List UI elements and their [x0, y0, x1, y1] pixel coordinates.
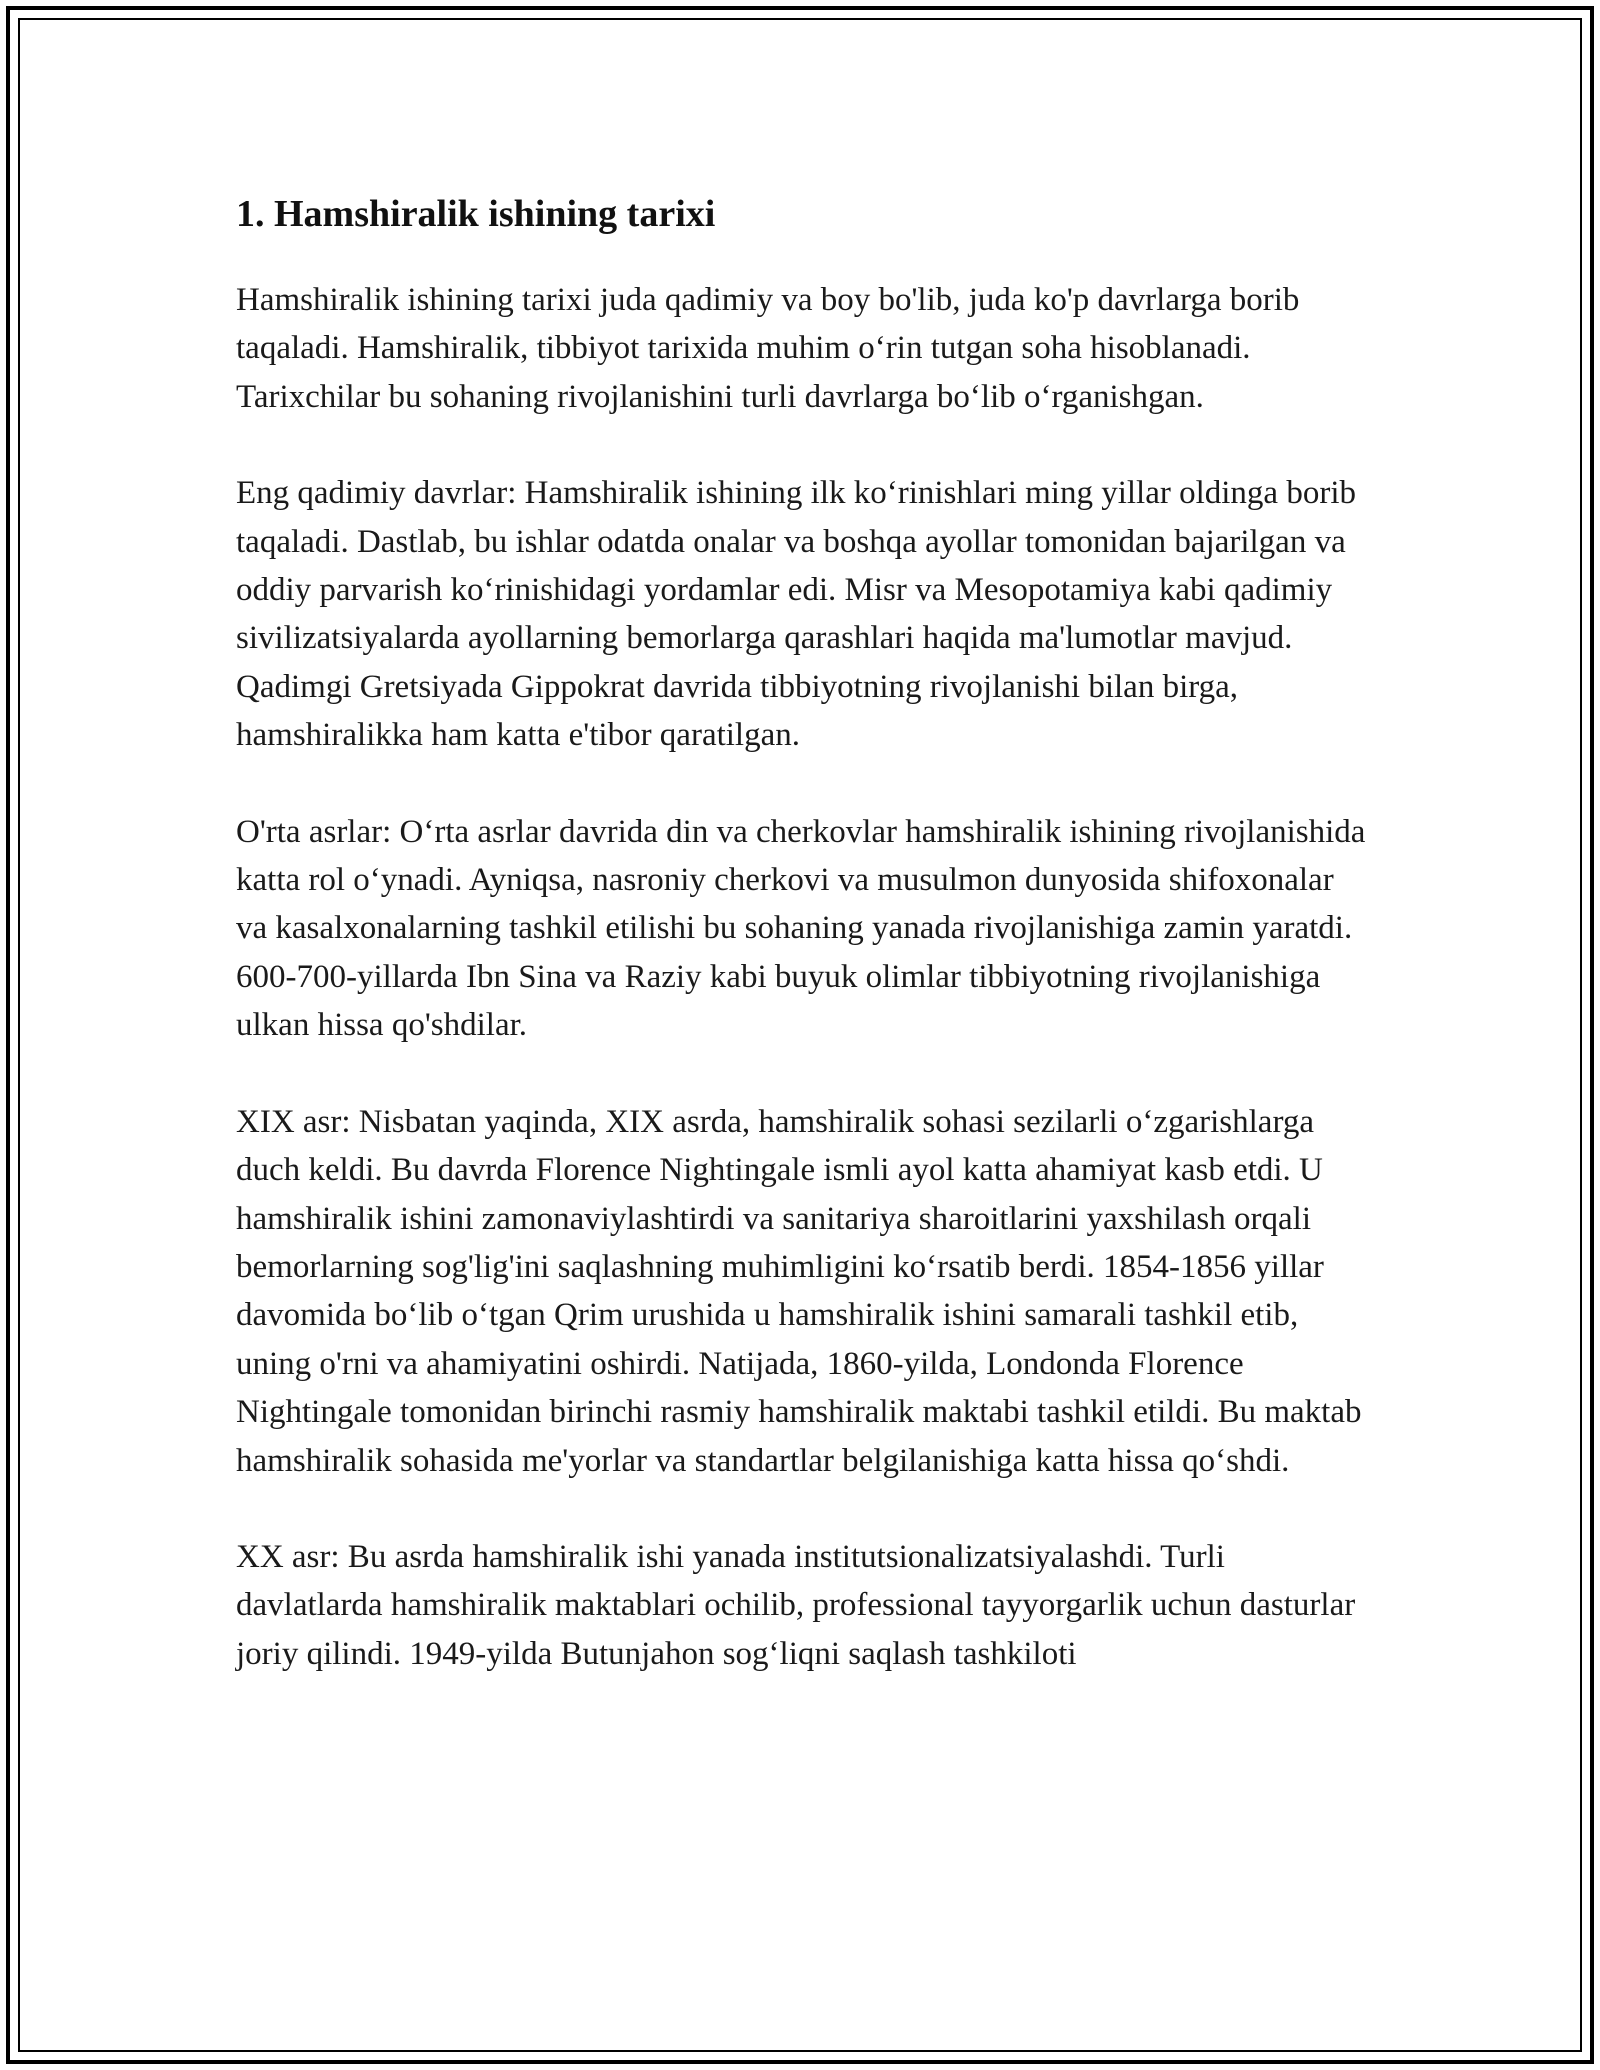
document-body	[236, 182, 1366, 1726]
section-title: 1. Hamshiralik ishining tarixi	[236, 193, 716, 235]
paragraph-intro: Hamshiralik ishining tarixi juda qadimiy va boy bo'lib, juda ko'p davrlarga borib taqaladi. Hamshiralik, tibbiyot tarixida muhim o‘rin tutgan soha hisoblanadi. Tarixchilar bu sohaning rivojlanishini turli davrlarga bo‘lib o‘rganishgan.	[236, 282, 1300, 415]
paragraph-20th-century: XX asr: Bu asrda hamshiralik ishi yanada institutsionalizatsiyalashdi. Turli davlatlarda hamshiralik maktablari ochilib, professional tayyorgarlik uchun dasturlar joriy qilindi. 1949-yilda Butunjahon sog‘liqni saqlash tashkiloti	[236, 1538, 1356, 1672]
paragraph-ancient-times: Eng qadimiy davrlar: Hamshiralik ishining ilk ko‘rinishlari ming yillar oldinga borib taqaladi. Dastlab, bu ishlar odatda onalar va boshqa ayollar tomonidan bajarilgan va oddiy parvarish ko‘rinishidagi yordamlar edi. Misr va Mesopotamiya kabi qadimiy sivilizatsiyalarda ayollarning bemorlarga qarashlari haqida ma'lumotlar mavjud. Qadimgi Gretsiyada Gippokrat davrida tibbiyotning rivojlanishi bilan birga, hamshiralikka ham katta e'tibor qaratilgan.	[236, 475, 1356, 754]
paragraph-middle-ages: O'rta asrlar: O‘rta asrlar davrida din va cherkovlar hamshiralik ishining rivojlanishida katta rol o‘ynadi. Ayniqsa, nasroniy cherkovi va musulmon dunyosida shifoxonalar va kasalxonalarning tashkil etilishi bu sohaning yanada rivojlanishiga zamin yaratdi. 600-700-yillarda Ibn Sina va Raziy kabi buyuk olimlar tibbiyotning rivojlanishiga ulkan hissa qo'shdilar.	[236, 813, 1366, 1044]
paragraph-19th-century: XIX asr: Nisbatan yaqinda, XIX asrda, hamshiralik sohasi sezilarli o‘zgarishlarga duch keldi. Bu davrda Florence Nightingale ismli ayol katta ahamiyat kasb etdi. U hamshiralik ishini zamonaviylashtirdi va sanitariya sharoitlarini yaxshilash orqali bemorlarning sog'lig'ini saqlashning muhimligini ko‘rsatib berdi. 1854-1856 yillar davomida bo‘lib o‘tgan Qrim urushida u hamshiralik ishini samarali tashkil etib, uning o'rni va ahamiyatini oshirdi. Natijada, 1860-yilda, Londonda Florence Nightingale tomonidan birinchi rasmiy hamshiralik maktabi tashkil etildi. Bu maktab hamshiralik sohasida me'yorlar va standartlar belgilanishiga katta hissa qo‘shdi.	[236, 1103, 1362, 1479]
